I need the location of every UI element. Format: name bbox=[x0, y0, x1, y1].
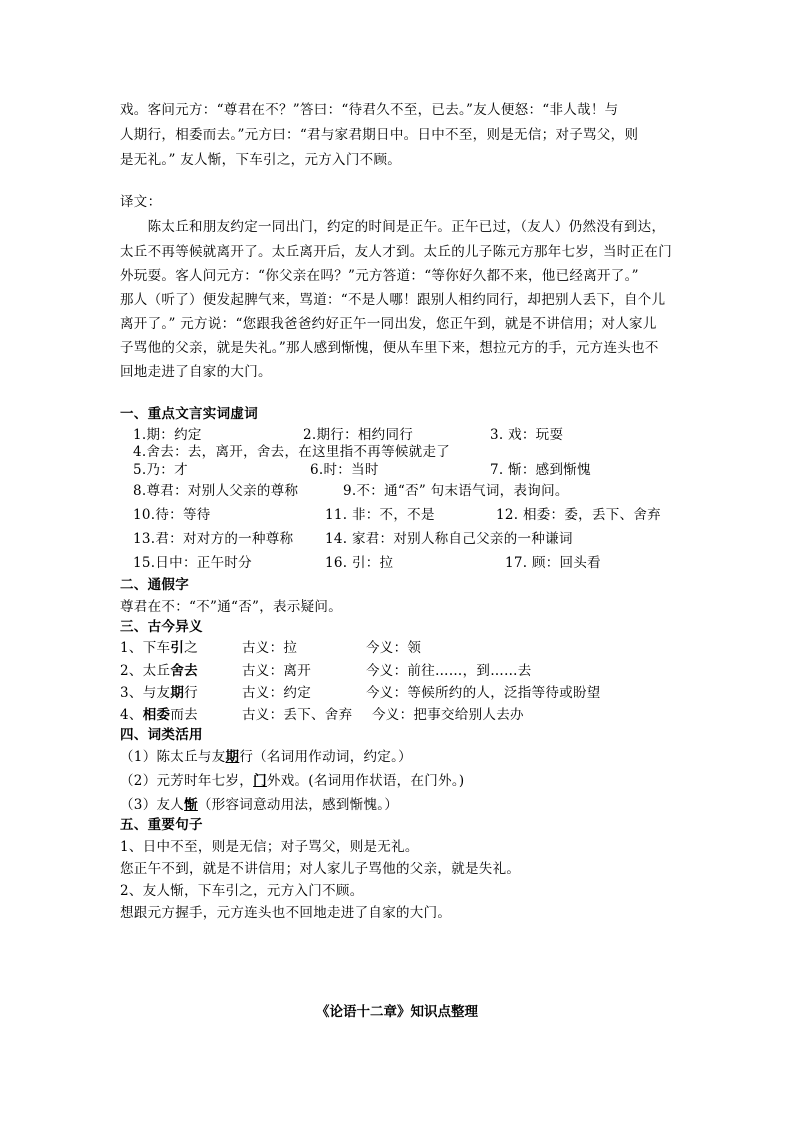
row-post: 外戏。(名词用作状语，在门外。) bbox=[266, 773, 465, 789]
row-key: 期 bbox=[225, 749, 240, 765]
row-post: （形容词意动用法，感到惭愧。） bbox=[197, 797, 399, 813]
section-heading: 二、通假字 bbox=[120, 577, 189, 593]
vocab-item: 15.日中：正午时分 bbox=[133, 555, 252, 571]
row-num: 4、 bbox=[120, 707, 143, 723]
old-meaning: 古义：约定 bbox=[242, 685, 311, 701]
row-num: 3、 bbox=[120, 685, 143, 701]
vocab-item: 14. 家君：对别人称自己父亲的一种谦词 bbox=[325, 531, 573, 547]
translation-line: 陈太丘和朋友约定一同出门，约定的时间是正午。正午已过，（友人）仍然没有到达， bbox=[120, 219, 666, 235]
old-meaning: 古义：丢下、舍弃 bbox=[242, 707, 353, 723]
gujin-row bbox=[120, 681, 198, 701]
vocab-item: 13.君：对对方的一种尊称 bbox=[133, 531, 294, 547]
huoyong-row bbox=[120, 793, 398, 813]
translation-label: 译文： bbox=[120, 194, 162, 210]
phrase-key: 引 bbox=[170, 640, 185, 656]
gujin-row bbox=[120, 659, 198, 679]
section-heading: 四、词类活用 bbox=[120, 727, 203, 743]
next-section-title: 《论语十二章》知识点整理 bbox=[316, 1004, 478, 1020]
translation-line: 子骂他的父亲，就是失礼。”那人感到惭愧，便从车里下来，想拉元方的手，元方连头也不 bbox=[120, 340, 659, 356]
vocab-item: 11. 非：不，不是 bbox=[325, 507, 435, 523]
vocab-item: 4.舍去：去，离开，舍去，在这里指不再等候就走了 bbox=[133, 444, 451, 460]
story-line: 人期行，相委而去。”元方曰：“君与家君期日中。日中不至，则是无信；对子骂父，则 bbox=[120, 127, 639, 143]
phrase-pre: 下车 bbox=[142, 640, 171, 656]
sentence-line: 1、日中不至，则是无信；对子骂父，则是无礼。 bbox=[120, 839, 419, 855]
vocab-item: 3. 戏：玩耍 bbox=[490, 427, 564, 443]
gujin-row bbox=[120, 636, 198, 656]
translation-line: 那人（听了）便发起脾气来，骂道：“不是人哪！跟别人相约同行，却把别人丢下，自个儿 bbox=[120, 292, 666, 308]
vocab-item: 1.期：约定 bbox=[133, 427, 202, 443]
phrase-key: 相委 bbox=[142, 707, 171, 723]
row-pre: （2）元芳时年七岁， bbox=[120, 773, 254, 789]
huoyong-row bbox=[120, 745, 412, 765]
vocab-item: 9.不：通“否” 句末语气词，表询问。 bbox=[343, 483, 569, 499]
gujin-row bbox=[120, 703, 198, 723]
vocab-item: 6.时：当时 bbox=[310, 462, 379, 478]
sentence-line: 想跟元方握手，元方连头也不回地走进了自家的大门。 bbox=[120, 905, 452, 921]
translation-line: 回地走进了自家的大门。 bbox=[120, 364, 272, 380]
row-pre: （1）陈太丘与友 bbox=[120, 749, 226, 765]
story-line: 是无礼。” 友人惭，下车引之，元方入门不顾。 bbox=[120, 152, 402, 168]
phrase-pre: 太丘 bbox=[142, 663, 171, 679]
vocab-item: 16. 引：拉 bbox=[325, 555, 394, 571]
phrase-post: 行 bbox=[184, 685, 198, 701]
vocab-item: 2.期行：相约同行 bbox=[303, 427, 414, 443]
phrase-pre: 与友 bbox=[142, 685, 171, 701]
vocab-item: 12. 相委：委，丢下、舍弃 bbox=[496, 507, 661, 523]
phrase-key: 期 bbox=[170, 685, 185, 701]
row-post: 行（名词用作动词，约定。） bbox=[239, 749, 412, 765]
section-heading: 一、重点文言实词虚词 bbox=[120, 406, 258, 422]
phrase-post: 而去 bbox=[170, 707, 198, 723]
story-line: 戏。客问元方：“尊君在不？”答曰：“待君久不至，已去。”友人便怒：“非人哉！与 bbox=[120, 102, 619, 118]
new-meaning: 今义：领 bbox=[366, 640, 422, 656]
vocab-item: 7. 惭：感到惭愧 bbox=[490, 462, 591, 478]
vocab-item: 8.尊君：对别人父亲的尊称 bbox=[133, 483, 299, 499]
old-meaning: 古义：拉 bbox=[242, 640, 298, 656]
new-meaning: 今义：前往……，到……去 bbox=[366, 663, 532, 679]
huoyong-row bbox=[120, 769, 465, 789]
vocab-item: 5.乃：才 bbox=[133, 462, 188, 478]
phrase-post: 之 bbox=[184, 640, 198, 656]
translation-line: 离开了。” 元方说：“您跟我爸爸约好正午一同出发，您正午到，就是不讲信用；对人家儿 bbox=[120, 316, 657, 332]
sentence-line: 您正午不到，就是不讲信用；对人家儿子骂他的父亲，就是失礼。 bbox=[120, 861, 521, 877]
row-num: 1、 bbox=[120, 640, 143, 656]
new-meaning: 今义：等候所约的人，泛指等待或盼望 bbox=[366, 685, 601, 701]
section-heading: 三、古今异义 bbox=[120, 619, 203, 635]
tongjia-line: 尊君在不：“不”通“否”，表示疑问。 bbox=[120, 599, 343, 615]
row-key: 惭 bbox=[184, 797, 198, 813]
section-heading: 五、重要句子 bbox=[120, 817, 203, 833]
translation-line: 外玩耍。客人问元方：“你父亲在吗？”元方答道：“等你好久都不来，他已经离开了。” bbox=[120, 268, 639, 284]
vocab-item: 17. 顾：回头看 bbox=[505, 555, 601, 571]
row-pre: （3）友人 bbox=[120, 797, 185, 813]
new-meaning: 今义：把事交给别人去办 bbox=[372, 707, 524, 723]
old-meaning: 古义：离开 bbox=[242, 663, 311, 679]
row-num: 2、 bbox=[120, 663, 143, 679]
translation-line: 太丘不再等候就离开了。太丘离开后，友人才到。太丘的儿子陈元方那年七岁，当时正在门 bbox=[120, 244, 672, 260]
sentence-line: 2、友人惭，下车引之，元方入门不顾。 bbox=[120, 883, 364, 899]
vocab-item: 10.待：等待 bbox=[133, 507, 211, 523]
phrase-key: 舍去 bbox=[170, 663, 198, 679]
row-key: 门 bbox=[253, 773, 267, 789]
